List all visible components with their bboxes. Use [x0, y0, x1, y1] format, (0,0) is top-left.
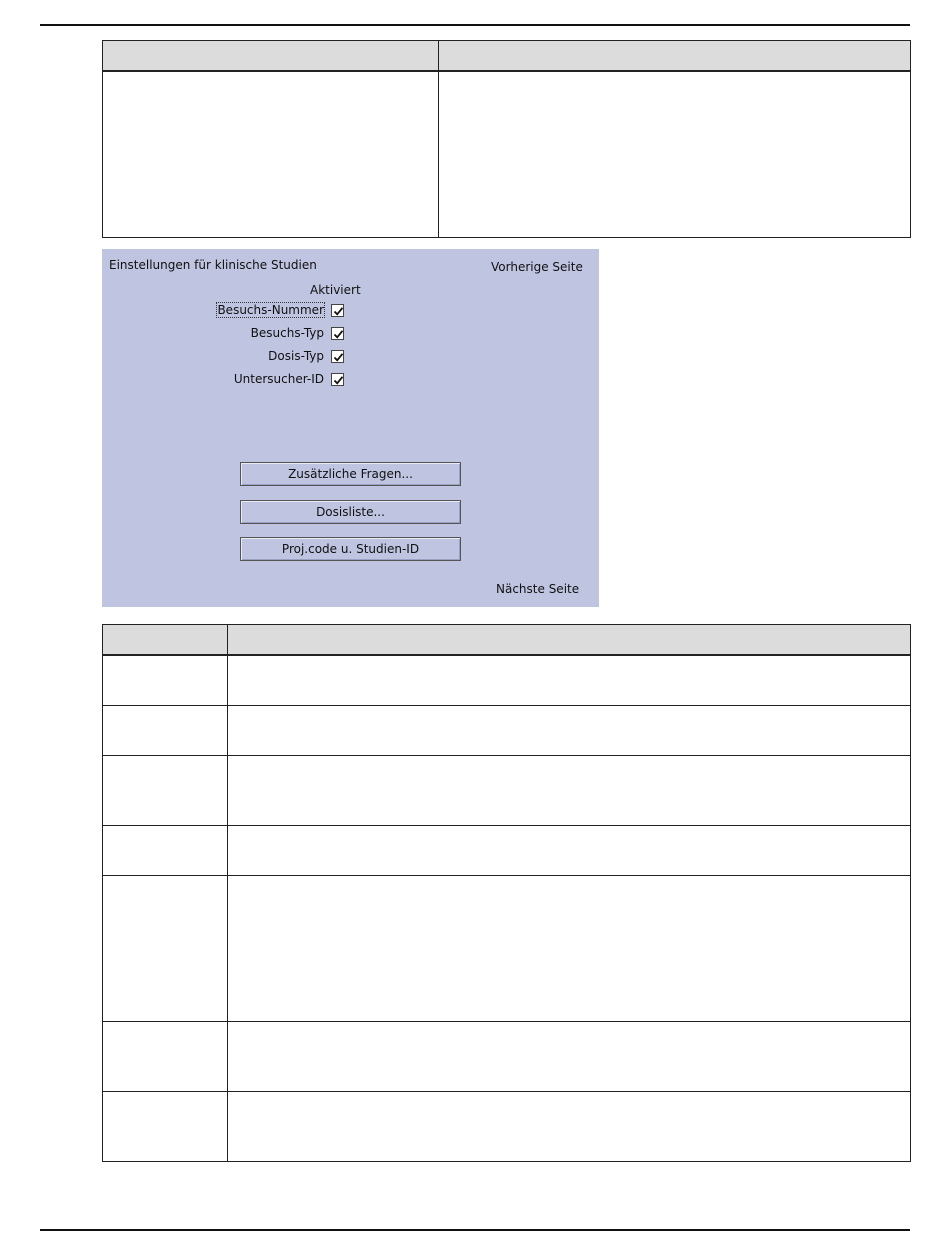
additional-questions-button[interactable]: Zusätzliche Fragen...	[240, 462, 461, 486]
top-table	[102, 40, 911, 238]
table-cell	[103, 826, 228, 876]
table-header-row	[103, 41, 911, 72]
table-row	[103, 756, 911, 826]
enabled-column-header: Aktiviert	[310, 283, 361, 297]
bottom-table	[102, 624, 911, 1162]
checkmark-icon	[333, 352, 344, 363]
checkbox-label-investigator-id: Untersucher-ID	[233, 372, 324, 386]
checkmark-icon	[333, 375, 344, 386]
table-cell	[103, 1092, 228, 1162]
table-cell	[228, 826, 911, 876]
bottom-rule	[40, 1229, 910, 1231]
visit-number-checkbox[interactable]	[331, 304, 344, 317]
table-cell	[103, 655, 228, 706]
table-cell	[439, 71, 911, 238]
table-row	[103, 71, 911, 238]
table-header-cell	[103, 625, 228, 656]
table-cell	[103, 71, 439, 238]
table-header-cell	[103, 41, 439, 72]
top-rule	[40, 24, 910, 26]
table-header-cell	[228, 625, 911, 656]
table-cell	[228, 756, 911, 826]
table-cell	[228, 655, 911, 706]
screen-title: Einstellungen für klinische Studien	[109, 258, 317, 272]
checkbox-label-visit-number: Besuchs-Nummer	[217, 303, 324, 317]
table-cell	[103, 756, 228, 826]
table-cell	[103, 876, 228, 1022]
dose-list-button[interactable]: Dosisliste...	[240, 500, 461, 524]
table-cell	[228, 876, 911, 1022]
checkmark-icon	[333, 306, 344, 317]
visit-type-checkbox[interactable]	[331, 327, 344, 340]
table-row	[103, 1092, 911, 1162]
table-row	[103, 655, 911, 706]
previous-page-link[interactable]: Vorherige Seite	[491, 260, 583, 274]
table-cell	[228, 1092, 911, 1162]
checkbox-label-visit-type: Besuchs-Typ	[250, 326, 324, 340]
table-row	[103, 876, 911, 1022]
table-cell	[103, 706, 228, 756]
table-row	[103, 1022, 911, 1092]
table-header-row	[103, 625, 911, 656]
table-cell	[228, 1022, 911, 1092]
table-row	[103, 826, 911, 876]
next-page-link[interactable]: Nächste Seite	[496, 582, 580, 596]
table-cell	[103, 1022, 228, 1092]
table-row	[103, 706, 911, 756]
investigator-id-checkbox[interactable]	[331, 373, 344, 386]
checkmark-icon	[333, 329, 344, 340]
table-cell	[228, 706, 911, 756]
checkbox-label-dose-type: Dosis-Typ	[268, 349, 324, 363]
dose-type-checkbox[interactable]	[331, 350, 344, 363]
clinical-study-settings-screen	[102, 249, 599, 607]
table-header-cell	[439, 41, 911, 72]
project-code-study-id-button[interactable]: Proj.code u. Studien-ID	[240, 537, 461, 561]
